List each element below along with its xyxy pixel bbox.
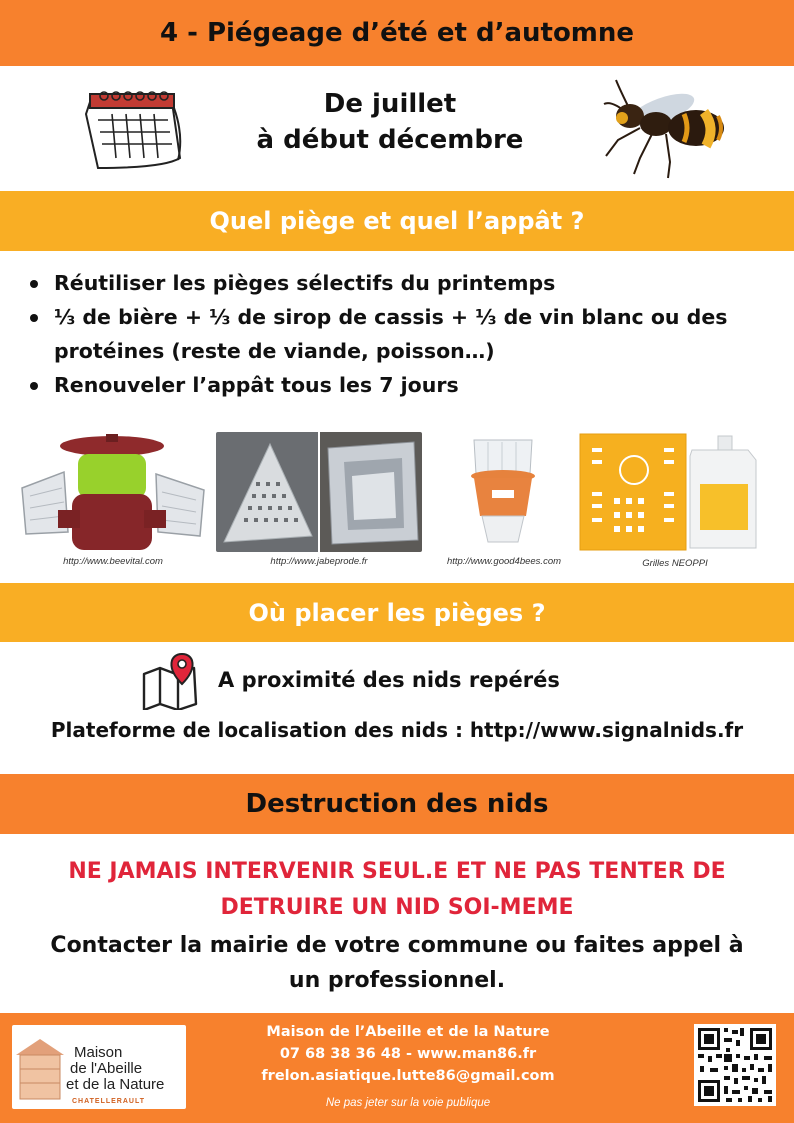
beehive-logo-icon (12, 1025, 186, 1109)
calendar-icon (84, 88, 186, 170)
trap-heading: Quel piège et quel l’appât ? (209, 207, 585, 235)
footer-org: Maison de l’Abeille et de la Nature (266, 1024, 550, 1040)
footer-contact-block (230, 1021, 586, 1087)
trap-photo-neoppi (578, 430, 768, 552)
nearby-nests-text: A proximité des nids repérés (218, 668, 560, 692)
footer-phone-web[interactable]: 07 68 38 36 48 - www.man86.fr (279, 1046, 537, 1062)
footer-note: Ne pas jeter sur la voie publique (325, 1097, 491, 1109)
trap-photo-beevital (16, 432, 210, 552)
platform-text: Plateforme de localisation des nids : http://www.signalnids.fr (50, 718, 744, 742)
logo-line-4: CHATELLERAULT (72, 1098, 146, 1105)
trap-heading-band (0, 191, 794, 251)
logo-line-1: Maison (74, 1044, 123, 1061)
caption-jabeprode: http://www.jabeprode.fr (270, 556, 368, 567)
trap-photo-good4bees (452, 432, 556, 552)
trap-bullet-list (28, 266, 768, 402)
destruction-heading: Destruction des nids (245, 789, 549, 819)
caption-neoppi: Grilles NEOPPI (642, 558, 708, 569)
warning-line-1: NE JAMAIS INTERVENIR SEUL.E ET NE PAS TENTER DE (68, 859, 726, 884)
organization-logo (12, 1025, 186, 1109)
footer-email[interactable]: frelon.asiatique.lutte86@gmail.com (261, 1068, 555, 1084)
contact-line-1: Contacter la mairie de votre commune ou faites appel à (50, 933, 744, 958)
caption-beevital: http://www.beevital.com (63, 556, 163, 567)
qr-code-icon[interactable] (694, 1024, 776, 1106)
bullet-item: Renouveler l’appât tous les 7 jours (28, 368, 768, 402)
place-heading: Où placer les pièges ? (248, 598, 546, 627)
place-heading-band (0, 583, 794, 642)
warning-text (40, 854, 754, 926)
warning-line-2: DETRUIRE UN NID SOI-MEME (220, 895, 574, 920)
hornet-image (600, 70, 740, 182)
destruction-heading-band (0, 774, 794, 834)
caption-good4bees: http://www.good4bees.com (446, 556, 562, 567)
map-pin-icon (140, 652, 204, 710)
logo-line-2: de l'Abeille (70, 1060, 143, 1077)
contact-text (30, 928, 764, 998)
bullet-item: ⅓ de bière + ⅓ de sirop de cassis + ⅓ de vin blanc ou des protéines (reste de viande, poisson…) (28, 300, 768, 368)
trap-photo-jabeprode (216, 432, 422, 552)
page-title: 4 - Piégeage d’été et d’automne (159, 18, 635, 48)
period-line-2: à début décembre (256, 125, 524, 155)
period-text (220, 86, 560, 158)
footer (0, 1013, 794, 1123)
logo-line-3: et de la Nature (66, 1076, 165, 1093)
contact-line-2: un professionnel. (288, 968, 506, 993)
period-line-1: De juillet (323, 89, 457, 119)
bullet-item: Réutiliser les pièges sélectifs du printemps (28, 266, 768, 300)
page-title-band (0, 0, 794, 66)
